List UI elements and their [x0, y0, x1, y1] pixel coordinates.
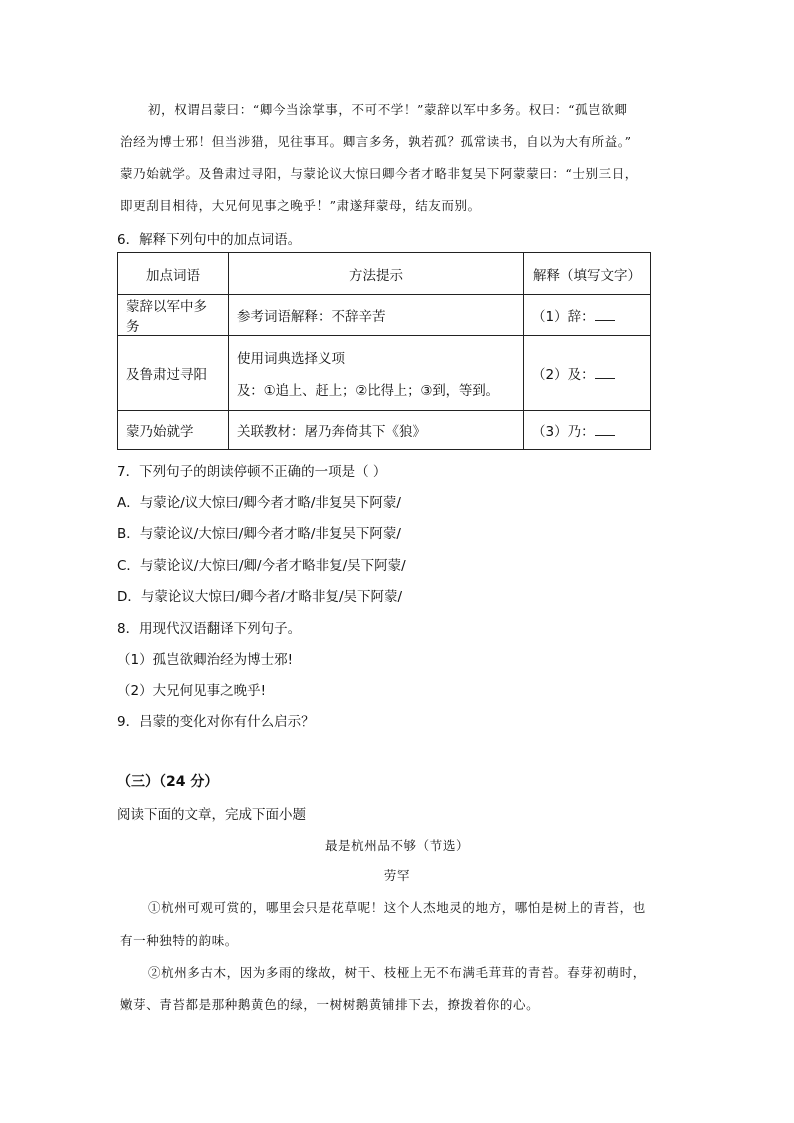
row-method: 关联教材：屠乃奔倚其下《狼》	[229, 411, 524, 450]
q7-title: 7．下列句子的朗读停顿不正确的一项是（ ）	[117, 464, 387, 480]
row-method-cell	[229, 336, 524, 411]
q7-option-c: C．与蒙论议/大惊曰/卿/今者才略非复/吴下阿蒙/	[117, 558, 406, 574]
article-para-line: ②杭州多古木，因为多雨的缘故，树干、枝桠上无不布满毛茸茸的青苔。春芽初萌时，	[148, 965, 646, 980]
answer-blank[interactable]	[595, 308, 615, 321]
passage-line-4: 即更刮目相待，大兄何见事之晚乎！”肃遂拜蒙母，结友而别。	[120, 198, 481, 213]
article-para-line: 嫩芽、青苔都是那种鹅黄色的绿，一树树鹅黄铺排下去，撩拨着你的心。	[120, 997, 540, 1012]
answer-blank[interactable]	[595, 366, 615, 379]
q8-item-1: （1）孤岂欲卿治经为博士邪!	[117, 652, 294, 668]
article-title: 最是杭州品不够（节选）	[324, 838, 470, 853]
q7-option-b: B．与蒙论议/大惊曰/卿今者才略/非复吴下阿蒙/	[117, 526, 401, 542]
row-answer-label: （2）及：	[532, 367, 595, 383]
section-heading: （三）（24 分）	[117, 774, 219, 790]
row-phrase: 蒙乃始就学	[118, 411, 229, 450]
article-para-line: ①杭州可观可赏的，哪里会只是花草呢！这个人杰地灵的地方，哪怕是树上的青苔，也	[148, 900, 646, 915]
section-instruction: 阅读下面的文章，完成下面小题	[117, 807, 306, 823]
row-answer-cell	[524, 336, 651, 411]
row-method: 参考词语解释：不辞辛苦	[229, 295, 524, 336]
table-header-answer: 解释（填写文字）	[524, 253, 651, 295]
article-para-line: 有一种独特的韵味。	[120, 933, 238, 948]
q6-title: 6．解释下列句中的加点词语。	[117, 232, 302, 248]
row-phrase: 及鲁肃过寻阳	[118, 336, 229, 411]
row-method-line: 使用词典选择义项	[237, 351, 345, 367]
q9-title: 9．吕蒙的变化对你有什么启示？	[117, 714, 315, 730]
row-answer-cell	[524, 295, 651, 336]
row-phrase: 蒙辞以军中多务	[118, 295, 229, 336]
table-header-method: 方法提示	[229, 253, 524, 295]
passage-line-3: 蒙乃始就学。及鲁肃过寻阳，与蒙论议大惊曰卿今者才略非复吴下阿蒙蒙曰：“士别三日，	[120, 166, 638, 181]
q7-option-d: D．与蒙论议大惊曰/卿今者/才略非复/吴下阿蒙/	[117, 589, 403, 605]
row-answer-label: （1）辞：	[532, 309, 595, 325]
table-row	[118, 411, 651, 450]
row-answer-cell	[524, 411, 651, 450]
q7-option-a: A．与蒙论/议大惊曰/卿今者才略/非复吴下阿蒙/	[117, 495, 401, 511]
explanation-table	[117, 252, 651, 450]
passage-line-2: 治经为博士邪！但当涉猎，见往事耳。卿言多务，孰若孤？孤常读书，自以为大有所益。”	[120, 134, 632, 149]
q8-title: 8．用现代汉语翻译下列句子。	[117, 621, 302, 637]
table-row	[118, 336, 651, 411]
table-header-phrase: 加点词语	[118, 253, 229, 295]
table-row	[118, 295, 651, 336]
row-answer-label: （3）乃：	[532, 424, 595, 440]
passage-line-1: 初，权谓吕蒙曰：“卿今当涂掌事，不可不学！”蒙辞以军中多务。权曰：“孤岂欲卿	[148, 102, 628, 117]
row-method-line: 及：①追上、赶上；②比得上；③到，等到。	[237, 383, 499, 399]
article-author: 劳罕	[383, 868, 411, 883]
q8-item-2: （2）大兄何见事之晚乎!	[117, 683, 267, 699]
answer-blank[interactable]	[595, 423, 615, 436]
